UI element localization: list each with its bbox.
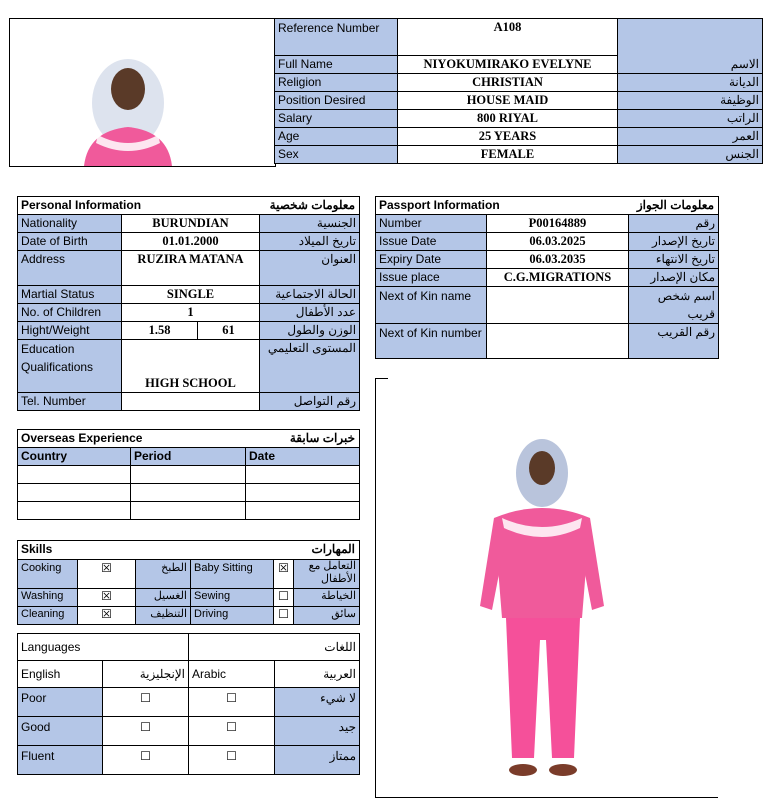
kin-number-value xyxy=(487,324,629,359)
address-label: Address xyxy=(18,251,122,286)
children-label: No. of Children xyxy=(18,304,122,322)
reference-ar: الاسم xyxy=(618,19,763,74)
overseas-title-ar: خبرات سابقة xyxy=(289,431,356,445)
lang-english-ar: الإنجليزية xyxy=(103,661,189,688)
personal-title-ar: معلومات شخصية xyxy=(269,198,356,212)
table-row xyxy=(18,484,360,502)
personal-title: Personal Information xyxy=(21,198,142,212)
children-value: 1 xyxy=(122,304,260,322)
overseas-col-period: Period xyxy=(131,448,246,466)
position-label: Position Desired xyxy=(275,92,398,110)
overseas-col-country: Country xyxy=(18,448,131,466)
overseas-cell xyxy=(18,484,131,502)
english-poor-checkbox[interactable]: ☐ xyxy=(103,688,189,717)
skill-cooking-checkbox[interactable]: ☒ xyxy=(78,560,136,589)
passport-info-table xyxy=(375,196,719,359)
education-value: HIGH SCHOOL xyxy=(122,340,260,393)
skill-washing-label: Washing xyxy=(18,589,78,607)
kin-name-value xyxy=(487,287,629,324)
overseas-cell xyxy=(246,502,360,520)
overseas-title: Overseas Experience xyxy=(21,431,143,445)
kin-number-label: Next of Kin number xyxy=(376,324,487,359)
issue-date-label: Issue Date xyxy=(376,233,487,251)
personal-title-row xyxy=(18,197,360,215)
position-ar: الوظيفة xyxy=(618,92,763,110)
skill-baby-checkbox[interactable]: ☒ xyxy=(274,560,294,589)
skill-washing-checkbox[interactable]: ☒ xyxy=(78,589,136,607)
age-value: 25 YEARS xyxy=(398,128,618,146)
expiry-date-label: Expiry Date xyxy=(376,251,487,269)
salary-label: Salary xyxy=(275,110,398,128)
table-row xyxy=(18,502,360,520)
age-label: Age xyxy=(275,128,398,146)
arabic-good-checkbox[interactable]: ☐ xyxy=(189,717,275,746)
level-poor-label: Poor xyxy=(18,688,103,717)
salary-ar: الراتب xyxy=(618,110,763,128)
address-ar: العنوان xyxy=(260,251,360,286)
religion-value: CHRISTIAN xyxy=(398,74,618,92)
kin-name-ar: اسم شخص قريب xyxy=(629,287,719,324)
tel-ar: رقم التواصل xyxy=(260,393,360,411)
education-label: Education Qualifications xyxy=(18,340,122,393)
lang-arabic-ar: العربية xyxy=(275,661,360,688)
nationality-label: Nationality xyxy=(18,215,122,233)
overseas-cell xyxy=(246,466,360,484)
tel-label: Tel. Number xyxy=(18,393,122,411)
passport-number-ar: رقم xyxy=(629,215,719,233)
overseas-cell xyxy=(246,484,360,502)
skill-sewing-label: Sewing xyxy=(191,589,274,607)
sex-value: FEMALE xyxy=(398,146,618,164)
reference-label: Reference Number xyxy=(275,19,398,56)
skill-sewing-ar: الخياطة xyxy=(294,589,360,607)
dob-value: 01.01.2000 xyxy=(122,233,260,251)
dob-label: Date of Birth xyxy=(18,233,122,251)
skill-cleaning-checkbox[interactable]: ☒ xyxy=(78,607,136,625)
lang-arabic-label: Arabic xyxy=(189,661,275,688)
marital-ar: الحالة الاجتماعية xyxy=(260,286,360,304)
level-good-label: Good xyxy=(18,717,103,746)
applicant-portrait xyxy=(10,19,275,166)
arabic-fluent-checkbox[interactable]: ☐ xyxy=(189,746,275,775)
overseas-cell xyxy=(131,466,246,484)
english-good-checkbox[interactable]: ☐ xyxy=(103,717,189,746)
full-name-label: Full Name xyxy=(275,56,398,74)
passport-number-value: P00164889 xyxy=(487,215,629,233)
religion-ar: الديانة xyxy=(618,74,763,92)
issue-place-value: C.G.MIGRATIONS xyxy=(487,269,629,287)
languages-table xyxy=(17,633,360,775)
hw-ar: الوزن والطول xyxy=(260,322,360,340)
level-poor-ar: لا شيء xyxy=(275,688,360,717)
applicant-full-photo xyxy=(376,378,718,797)
languages-title-ar: اللغات xyxy=(189,634,360,661)
skills-title-ar: المهارات xyxy=(311,542,356,556)
overseas-cell xyxy=(131,484,246,502)
skill-cleaning-ar: التنظيف xyxy=(136,607,191,625)
expiry-date-ar: تاريخ الانتهاء xyxy=(629,251,719,269)
full-body-photo-frame xyxy=(375,378,718,798)
full-name-value: NIYOKUMIRAKO EVELYNE xyxy=(398,56,618,74)
issue-date-ar: تاريخ الإصدار xyxy=(629,233,719,251)
address-value: RUZIRA MATANA xyxy=(122,251,260,286)
issue-place-ar: مكان الإصدار xyxy=(629,269,719,287)
header-photo-frame xyxy=(9,18,276,167)
skill-sewing-checkbox[interactable]: ☐ xyxy=(274,589,294,607)
dob-ar: تاريخ الميلاد xyxy=(260,233,360,251)
sex-label: Sex xyxy=(275,146,398,164)
overseas-cell xyxy=(18,466,131,484)
nationality-ar: الجنسية xyxy=(260,215,360,233)
skill-baby-ar: التعامل مع الأطفال xyxy=(294,560,360,589)
kin-name-label: Next of Kin name xyxy=(376,287,487,324)
lang-english-label: English xyxy=(18,661,103,688)
weight-value: 61 xyxy=(198,322,260,340)
passport-number-label: Number xyxy=(376,215,487,233)
skills-title-row xyxy=(18,541,360,560)
passport-title-ar: معلومات الجواز xyxy=(636,198,714,212)
issue-date-value: 06.03.2025 xyxy=(487,233,629,251)
overseas-cell xyxy=(18,502,131,520)
passport-title: Passport Information xyxy=(379,198,500,212)
passport-title-row xyxy=(376,197,719,215)
level-fluent-ar: ممتاز xyxy=(275,746,360,775)
header-table xyxy=(274,18,763,164)
sex-ar: الجنس xyxy=(618,146,763,164)
english-fluent-checkbox[interactable]: ☐ xyxy=(103,746,189,775)
salary-value: 800 RIYAL xyxy=(398,110,618,128)
table-row xyxy=(18,466,360,484)
tel-value xyxy=(122,393,260,411)
hw-label: Hight/Weight xyxy=(18,322,122,340)
marital-label: Martial Status xyxy=(18,286,122,304)
skill-driving-checkbox[interactable]: ☐ xyxy=(274,607,294,625)
overseas-title-row xyxy=(18,430,360,448)
overseas-cell xyxy=(131,502,246,520)
overseas-table xyxy=(17,429,360,520)
skill-driving-label: Driving xyxy=(191,607,274,625)
kin-number-ar: رقم القريب xyxy=(629,324,719,359)
skill-cooking-ar: الطبخ xyxy=(136,560,191,589)
religion-label: Religion xyxy=(275,74,398,92)
skill-cooking-label: Cooking xyxy=(18,560,78,589)
height-value: 1.58 xyxy=(122,322,198,340)
overseas-col-date: Date xyxy=(246,448,360,466)
languages-title: Languages xyxy=(18,634,189,661)
reference-value: A108 xyxy=(398,19,618,56)
position-value: HOUSE MAID xyxy=(398,92,618,110)
expiry-date-value: 06.03.2035 xyxy=(487,251,629,269)
children-ar: عدد الأطفال xyxy=(260,304,360,322)
level-fluent-label: Fluent xyxy=(18,746,103,775)
personal-info-table xyxy=(17,196,360,411)
education-ar: المستوى التعليمي xyxy=(260,340,360,393)
age-ar: العمر xyxy=(618,128,763,146)
issue-place-label: Issue place xyxy=(376,269,487,287)
skill-driving-ar: سائق xyxy=(294,607,360,625)
nationality-value: BURUNDIAN xyxy=(122,215,260,233)
skill-washing-ar: الغسيل xyxy=(136,589,191,607)
skill-baby-label: Baby Sitting xyxy=(191,560,274,589)
skill-cleaning-label: Cleaning xyxy=(18,607,78,625)
level-good-ar: جيد xyxy=(275,717,360,746)
marital-value: SINGLE xyxy=(122,286,260,304)
skills-title: Skills xyxy=(21,542,53,556)
arabic-poor-checkbox[interactable]: ☐ xyxy=(189,688,275,717)
skills-table xyxy=(17,540,360,625)
